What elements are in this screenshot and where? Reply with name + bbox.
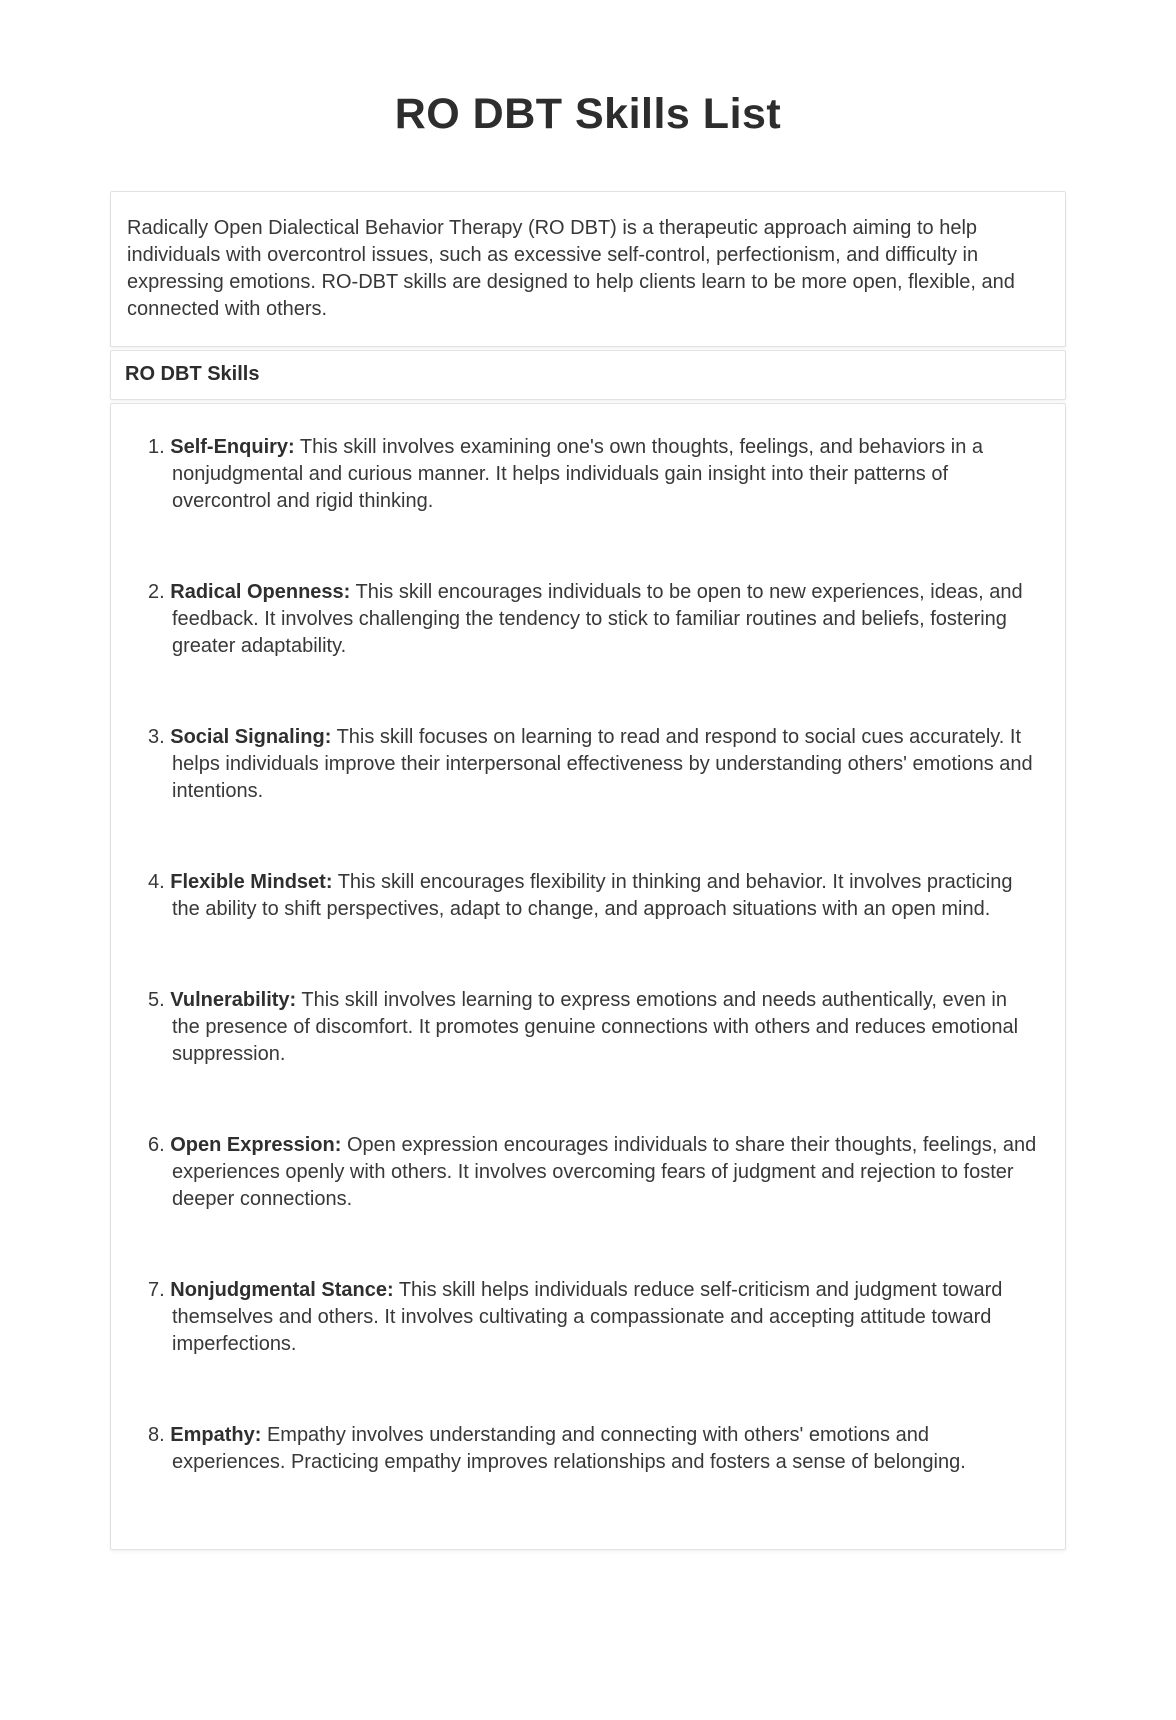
skill-description: This skill encourages flexibility in thinking and behavior. It involves practicing the ability to shift perspectives, adapt to change, and approach situations with an open mind. [172,871,1013,921]
skill-item-flexible-mindset [148,869,1040,923]
skill-item-vulnerability [148,987,1040,1068]
skill-item-empathy [148,1422,1040,1476]
skill-name: Self-Enquiry: [170,436,295,459]
skill-item-self-enquiry [148,434,1040,515]
intro-box [110,191,1066,347]
skill-description: Open expression encourages individuals to share their thoughts, feelings, and experiences openly with others. It involves overcoming fears of judgment and rejection to foster deeper connections. [172,1134,1037,1211]
skill-description: This skill encourages individuals to be open to new experiences, ideas, and feedback. It involves challenging the tendency to stick to familiar routines and beliefs, fostering greater adaptability. [172,581,1023,658]
skill-item-radical-openness [148,579,1040,660]
skills-list [125,434,1040,1476]
skill-description: This skill involves learning to express emotions and needs authentically, even in the presence of discomfort. It promotes genuine connections with others and reduces emotional suppression. [172,989,1019,1066]
skill-description: Empathy involves understanding and connecting with others' emotions and experiences. Practicing empathy improves relationships and fosters a sense of belonging. [172,1424,966,1474]
skill-number: 1. [148,436,165,459]
skill-number: 4. [148,871,165,894]
skill-number: 8. [148,1424,165,1447]
skills-list-box [110,403,1066,1550]
skill-description: This skill involves examining one's own thoughts, feelings, and behaviors in a nonjudgmental and curious manner. It helps individuals gain insight into their patterns of overcontrol and rigid thinking. [172,436,983,513]
skill-description: This skill helps individuals reduce self-criticism and judgment toward themselves and others. It involves cultivating a compassionate and accepting attitude toward imperfections. [172,1279,1003,1356]
section-heading-box [110,350,1066,400]
document-page [0,90,1176,1720]
skill-number: 7. [148,1279,165,1302]
skill-number: 3. [148,726,165,749]
skill-description: This skill focuses on learning to read and respond to social cues accurately. It helps individuals improve their interpersonal effectiveness by understanding others' emotions and intentions. [172,726,1033,803]
skill-name: Radical Openness: [170,581,351,604]
skill-name: Social Signaling: [170,726,332,749]
skill-name: Empathy: [170,1424,262,1447]
skill-number: 6. [148,1134,165,1157]
skill-item-open-expression [148,1132,1040,1213]
skill-item-social-signaling [148,724,1040,805]
skill-name: Open Expression: [170,1134,342,1157]
skill-number: 2. [148,581,165,604]
skill-item-nonjudgmental-stance [148,1277,1040,1358]
skill-name: Nonjudgmental Stance: [170,1279,394,1302]
section-heading: RO DBT Skills [125,363,260,386]
page-title: RO DBT Skills List [394,90,782,138]
skill-number: 5. [148,989,165,1012]
intro-text: Radically Open Dialectical Behavior Therapy (RO DBT) is a therapeutic approach aiming to help individuals with overcontrol issues, such as excessive self-control, perfectionism, and difficulty in expressing emotions. RO-DBT skills are designed to help clients learn to be more open, flexible, and connected with others. [127,217,1015,321]
skill-name: Flexible Mindset: [170,871,333,894]
skill-name: Vulnerability: [170,989,297,1012]
